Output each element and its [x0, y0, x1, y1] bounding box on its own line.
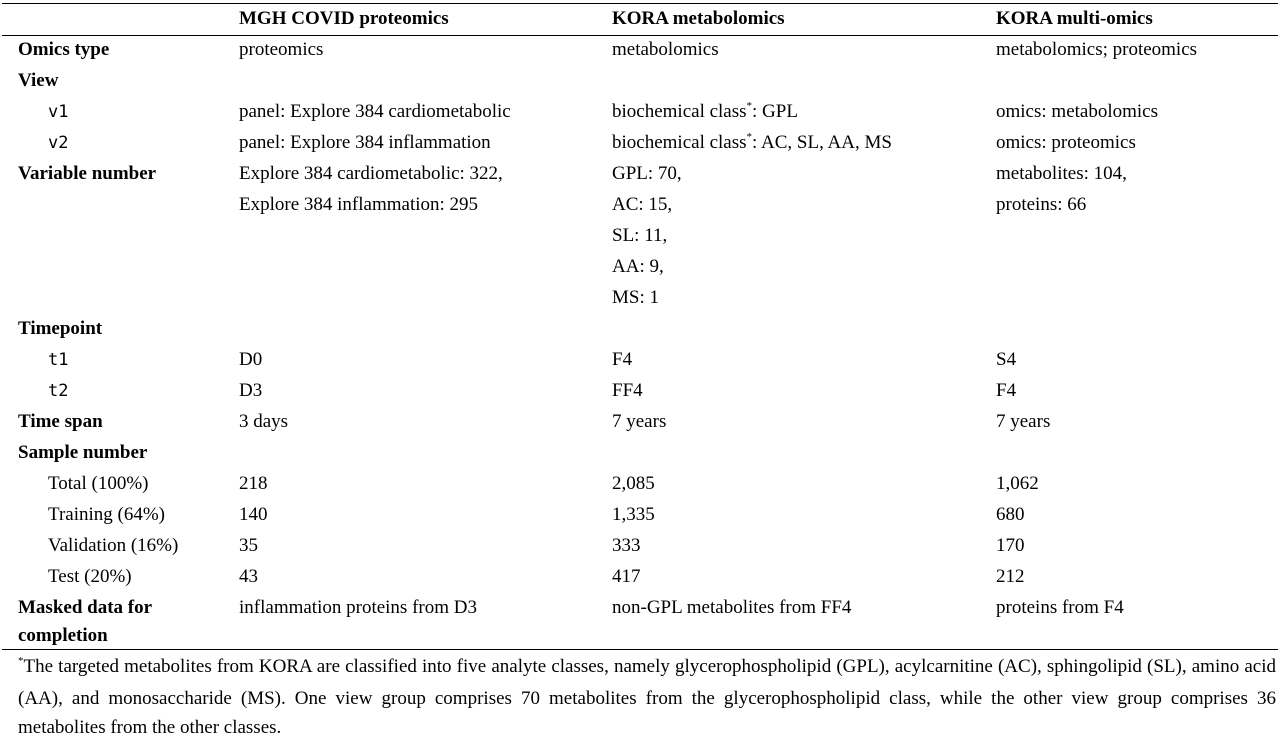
- v2-class-text: biochemical class: [612, 132, 747, 153]
- cell-time-span-kora-met: 7 years: [612, 411, 667, 432]
- footnote-marker: *: [18, 655, 24, 667]
- cell-varnum-kora-met-line-2: AC: 15,: [612, 194, 673, 215]
- v1-class-text: biochemical class: [612, 101, 747, 122]
- row-label-variable-number: Variable number: [18, 163, 157, 184]
- row-label-v1: [18, 96, 68, 128]
- cell-varnum-kora-met-line-5: MS: 1: [612, 287, 659, 308]
- row-label-v2: [18, 127, 68, 159]
- cell-validation-mgh: 35: [239, 535, 258, 556]
- cell-v1-kora-multi: omics: metabolomics: [996, 101, 1159, 122]
- row-label-time-span: Time span: [18, 411, 103, 432]
- row-label-masked-line-1: Masked data for: [18, 597, 153, 618]
- cell-time-span-mgh: 3 days: [239, 411, 289, 432]
- cell-t1-kora-multi: S4: [996, 349, 1017, 370]
- cell-varnum-mgh-line-2: Explore 384 inflammation: 295: [239, 194, 479, 215]
- cell-omics-type-kora-met: metabolomics: [612, 39, 719, 60]
- row-label-timepoint: Timepoint: [18, 318, 103, 339]
- cell-varnum-kora-met-line-1: GPL: 70,: [612, 163, 682, 184]
- cell-varnum-kora-met-line-4: AA: 9,: [612, 256, 664, 277]
- row-label-view: View: [18, 70, 59, 91]
- row-label-masked-line-2: completion: [18, 625, 108, 646]
- v1-symbol: v1: [48, 102, 69, 122]
- cell-training-mgh: 140: [239, 504, 268, 525]
- cell-t2-mgh: D3: [239, 380, 263, 401]
- cell-validation-kora-multi: 170: [996, 535, 1025, 556]
- v1-class-value: : GPL: [752, 101, 798, 122]
- cell-total-kora-multi: 1,062: [996, 473, 1039, 494]
- t1-symbol: t1: [48, 350, 69, 370]
- cell-varnum-kora-multi-line-2: proteins: 66: [996, 194, 1087, 215]
- cell-omics-type-mgh: proteomics: [239, 39, 324, 60]
- cell-masked-kora-met: non-GPL metabolites from FF4: [612, 597, 852, 618]
- cell-v1-mgh: panel: Explore 384 cardiometabolic: [239, 101, 511, 122]
- cell-training-kora-met: 1,335: [612, 504, 655, 525]
- cell-omics-type-kora-multi: metabolomics; proteomics: [996, 39, 1198, 60]
- column-header-kora-multi-omics: KORA multi-omics: [996, 8, 1153, 29]
- table-footnote: [18, 652, 1276, 742]
- cell-total-kora-met: 2,085: [612, 473, 655, 494]
- v2-class-value: : AC, SL, AA, MS: [752, 132, 892, 153]
- cell-varnum-kora-multi-line-1: metabolites: 104,: [996, 163, 1127, 184]
- row-label-t1: [18, 344, 68, 376]
- cell-t1-mgh: D0: [239, 349, 263, 370]
- cell-varnum-kora-met-line-3: SL: 11,: [612, 225, 668, 246]
- cell-time-span-kora-multi: 7 years: [996, 411, 1051, 432]
- cell-masked-mgh: inflammation proteins from D3: [239, 597, 477, 618]
- cell-training-kora-multi: 680: [996, 504, 1025, 525]
- t2-symbol: t2: [48, 381, 69, 401]
- cell-test-kora-met: 417: [612, 566, 641, 587]
- v1-footnote-marker: *: [746, 100, 753, 112]
- cell-t2-kora-multi: F4: [996, 380, 1017, 401]
- column-header-mgh-covid: MGH COVID proteomics: [239, 8, 449, 29]
- row-label-omics-type: Omics type: [18, 39, 110, 60]
- row-label-total: Total (100%): [48, 473, 149, 494]
- footnote-text: The targeted metabolites from KORA are classified into five analyte classes, namely glycerophospholipid (GPL), acylcarnitine (AC), sphingolipid (SL), amino acid (AA), and monosaccharide (MS). One view group comprises 70 metabolites from the glycerophospholipid class, while the other view group comprises 36 metabolites from the other classes.: [18, 656, 1276, 738]
- v2-symbol: v2: [48, 133, 69, 153]
- cell-validation-kora-met: 333: [612, 535, 641, 556]
- cell-t2-kora-met: FF4: [612, 380, 643, 401]
- row-label-test: Test (20%): [48, 566, 132, 587]
- cell-total-mgh: 218: [239, 473, 268, 494]
- cell-v2-mgh: panel: Explore 384 inflammation: [239, 132, 491, 153]
- cell-v1-kora-met: [612, 96, 798, 130]
- cell-v2-kora-met: [612, 127, 892, 161]
- cell-masked-kora-multi: proteins from F4: [996, 597, 1124, 618]
- table-bottom-rule: [2, 649, 1278, 650]
- cell-test-mgh: 43: [239, 566, 258, 587]
- cell-v2-kora-multi: omics: proteomics: [996, 132, 1136, 153]
- row-label-training: Training (64%): [48, 504, 165, 525]
- cell-t1-kora-met: F4: [612, 349, 633, 370]
- column-header-kora-metabolomics: KORA metabolomics: [612, 8, 785, 29]
- row-label-t2: [18, 375, 68, 407]
- cell-test-kora-multi: 212: [996, 566, 1025, 587]
- row-label-sample-number: Sample number: [18, 442, 148, 463]
- v2-footnote-marker: *: [746, 131, 753, 143]
- cell-varnum-mgh-line-1: Explore 384 cardiometabolic: 322,: [239, 163, 503, 184]
- row-label-validation: Validation (16%): [48, 535, 179, 556]
